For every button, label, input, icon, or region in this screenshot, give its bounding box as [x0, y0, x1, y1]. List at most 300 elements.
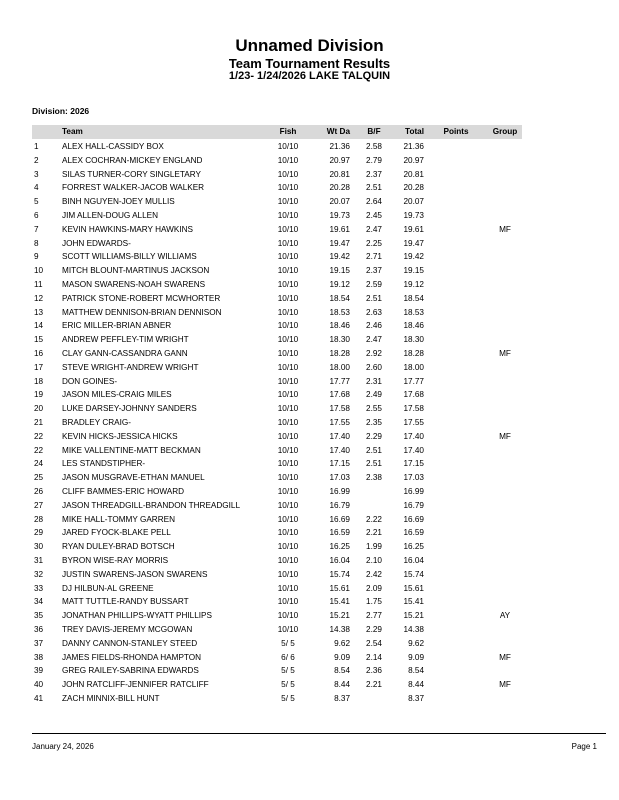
row-big-fish: 2.55: [366, 404, 382, 414]
row-place: 40: [34, 680, 44, 690]
row-fish: 10/10: [277, 404, 299, 414]
row-fish: 10/10: [277, 376, 299, 386]
division-label: Division: 2026: [32, 106, 90, 116]
row-total: 19.61: [403, 224, 424, 234]
row-big-fish: 2.10: [366, 556, 382, 565]
row-total: 9.62: [408, 638, 424, 648]
row-fish: 10/10: [277, 349, 299, 358]
row-big-fish: 2.38: [366, 473, 382, 483]
page-subtitle: Team Tournament Results: [228, 56, 391, 71]
table-row: [32, 388, 522, 402]
row-place: 21: [34, 418, 44, 427]
row-place: 9: [34, 252, 39, 262]
row-big-fish: 2.31: [366, 376, 382, 386]
row-team: JONATHAN PHILLIPS-WYATT PHILLIPS: [62, 611, 212, 621]
row-fish: 5/ 5: [281, 638, 295, 648]
row-group: MF: [499, 349, 511, 358]
row-team: ALEX COCHRAN-MICKEY ENGLAND: [62, 155, 203, 165]
table-row: [32, 430, 522, 444]
row-group: AY: [499, 611, 511, 621]
table-row: [32, 692, 522, 706]
row-place: 26: [34, 487, 44, 496]
row-total: 17.55: [403, 418, 424, 427]
row-weight: 17.03: [329, 473, 350, 483]
row-total: 17.03: [403, 473, 424, 483]
row-total: 17.58: [403, 404, 424, 414]
row-place: 6: [34, 211, 39, 220]
row-big-fish: 2.63: [366, 307, 382, 317]
row-team: DANNY CANNON-STANLEY STEED: [62, 638, 198, 648]
row-total: 18.30: [403, 335, 424, 345]
table-row: [32, 554, 522, 568]
row-weight: 17.15: [329, 459, 350, 469]
row-big-fish: 1.99: [366, 542, 382, 552]
row-place: 1: [34, 142, 39, 151]
row-fish: 10/10: [277, 514, 299, 524]
row-team: BINH NGUYEN-JOEY MULLIS: [62, 197, 175, 207]
row-big-fish: 2.37: [366, 266, 382, 276]
row-big-fish: 2.51: [366, 459, 382, 469]
row-total: 18.54: [403, 293, 424, 303]
row-big-fish: 2.09: [366, 583, 382, 593]
row-weight: 16.25: [329, 542, 350, 552]
row-big-fish: 2.64: [366, 197, 382, 207]
row-total: 15.21: [403, 611, 424, 621]
row-fish: 10/10: [277, 224, 299, 234]
row-total: 17.68: [403, 390, 424, 400]
row-big-fish: 2.47: [366, 224, 382, 234]
row-fish: 10/10: [277, 500, 299, 510]
row-place: 20: [34, 404, 44, 414]
row-team: MATTHEW DENNISON-BRIAN DENNISON: [62, 307, 222, 317]
row-total: 16.99: [403, 487, 424, 496]
row-total: 8.37: [408, 694, 424, 703]
row-total: 19.42: [403, 252, 424, 262]
row-weight: 9.09: [334, 652, 350, 662]
row-fish: 10/10: [277, 155, 299, 165]
row-big-fish: 2.14: [366, 652, 382, 662]
row-big-fish: 2.79: [366, 155, 382, 165]
row-big-fish: 2.60: [366, 362, 382, 372]
table-row: [32, 347, 522, 361]
row-team: JOHN RATCLIFF-JENNIFER RATCLIFF: [62, 680, 209, 690]
row-place: 8: [34, 238, 39, 248]
row-team: RYAN DULEY-BRAD BOTSCH: [62, 542, 175, 552]
row-big-fish: 2.54: [366, 638, 382, 648]
row-place: 16: [34, 349, 44, 358]
row-fish: 10/10: [277, 445, 299, 455]
table-row: [32, 499, 522, 513]
table-row: [32, 595, 522, 609]
row-team: KEVIN HICKS-JESSICA HICKS: [62, 431, 178, 441]
row-big-fish: 2.21: [366, 680, 382, 690]
row-total: 19.12: [403, 280, 424, 289]
row-big-fish: 2.29: [366, 431, 382, 441]
row-place: 4: [34, 183, 39, 193]
page-title: Unnamed Division: [235, 36, 384, 55]
row-weight: 17.40: [329, 445, 350, 455]
table-row: [32, 195, 522, 209]
footer-divider: [32, 733, 606, 734]
table-row: [32, 402, 522, 416]
row-team: BYRON WISE-RAY MORRIS: [62, 556, 169, 565]
col-header-points: Points: [443, 127, 469, 136]
row-team: MIKE HALL-TOMMY GARREN: [62, 514, 175, 524]
row-team: CLAY GANN-CASSANDRA GANN: [62, 349, 188, 358]
row-weight: 16.69: [329, 514, 350, 524]
row-big-fish: 2.58: [366, 142, 382, 151]
row-weight: 17.77: [329, 376, 350, 386]
row-fish: 10/10: [277, 569, 299, 579]
row-weight: 8.44: [334, 680, 350, 690]
row-fish: 10/10: [277, 183, 299, 193]
row-team: JAMES FIELDS-RHONDA HAMPTON: [62, 652, 202, 662]
row-place: 34: [34, 597, 44, 607]
row-place: 22: [34, 431, 44, 441]
row-team: LES STANDSTIPHER-: [62, 459, 146, 469]
row-place: 13: [34, 307, 44, 317]
row-big-fish: 2.37: [366, 169, 382, 179]
table-row: [32, 471, 522, 485]
row-total: 17.40: [403, 431, 424, 441]
row-place: 35: [34, 611, 44, 621]
row-total: 18.00: [403, 362, 424, 372]
row-big-fish: 2.51: [366, 445, 382, 455]
row-total: 15.74: [403, 569, 424, 579]
row-weight: 17.55: [329, 418, 350, 427]
row-total: 17.15: [403, 459, 424, 469]
row-fish: 5/ 5: [281, 680, 295, 690]
row-fish: 10/10: [277, 556, 299, 565]
table-row: [32, 651, 522, 665]
row-big-fish: 2.49: [366, 390, 382, 400]
row-team: ALEX HALL-CASSIDY BOX: [62, 142, 164, 151]
row-fish: 10/10: [277, 597, 299, 607]
table-row: [32, 209, 522, 223]
row-weight: 19.47: [329, 238, 350, 248]
row-weight: 8.54: [334, 666, 350, 676]
row-weight: 19.12: [329, 280, 350, 289]
table-row: [32, 278, 522, 292]
table-row: [32, 154, 522, 168]
row-place: 19: [34, 390, 44, 400]
row-fish: 10/10: [277, 280, 299, 289]
row-team: JARED FYOCK-BLAKE PELL: [62, 528, 171, 538]
row-place: 33: [34, 583, 44, 593]
row-big-fish: 1.75: [366, 597, 382, 607]
row-place: 17: [34, 362, 44, 372]
row-big-fish: 2.45: [366, 211, 382, 220]
row-big-fish: 2.22: [366, 514, 382, 524]
row-weight: 16.79: [329, 500, 350, 510]
row-total: 18.53: [403, 307, 424, 317]
row-weight: 16.99: [329, 487, 350, 496]
row-total: 8.54: [408, 666, 424, 676]
col-header-total: Total: [405, 127, 424, 136]
row-total: 9.09: [408, 652, 424, 662]
row-fish: 10/10: [277, 431, 299, 441]
row-team: JUSTIN SWARENS-JASON SWARENS: [62, 569, 208, 579]
table-row: [32, 457, 522, 471]
row-fish: 10/10: [277, 487, 299, 496]
row-place: 5: [34, 197, 39, 207]
row-team: SCOTT WILLIAMS-BILLY WILLIAMS: [62, 252, 197, 262]
row-place: 24: [34, 459, 44, 469]
row-fish: 10/10: [277, 211, 299, 220]
row-weight: 14.38: [329, 625, 350, 634]
row-weight: 18.30: [329, 335, 350, 345]
row-place: 25: [34, 473, 44, 483]
row-fish: 10/10: [277, 238, 299, 248]
row-total: 16.25: [403, 542, 424, 552]
row-weight: 18.54: [329, 293, 350, 303]
table-row: [32, 375, 522, 389]
row-team: ERIC MILLER-BRIAN ABNER: [62, 321, 172, 331]
row-big-fish: 2.21: [366, 528, 382, 538]
row-team: MIKE VALLENTINE-MATT BECKMAN: [62, 445, 201, 455]
row-group: MF: [499, 680, 511, 690]
row-total: 20.07: [403, 197, 424, 207]
row-place: 27: [34, 500, 44, 510]
row-weight: 18.00: [329, 362, 350, 372]
row-weight: 17.58: [329, 404, 350, 414]
table-row: [32, 140, 522, 154]
row-weight: 19.73: [329, 211, 350, 220]
row-big-fish: 2.42: [366, 569, 382, 579]
table-row: [32, 526, 522, 540]
row-total: 20.81: [403, 169, 424, 179]
row-team: JASON MUSGRAVE-ETHAN MANUEL: [62, 473, 205, 483]
row-fish: 10/10: [277, 542, 299, 552]
table-row: [32, 485, 522, 499]
row-group: MF: [499, 652, 511, 662]
table-row: [32, 168, 522, 182]
row-big-fish: 2.92: [366, 349, 382, 358]
row-total: 15.61: [403, 583, 424, 593]
row-big-fish: 2.46: [366, 321, 382, 331]
row-team: DJ HILBUN-AL GREENE: [62, 583, 154, 593]
row-total: 20.97: [403, 155, 424, 165]
row-total: 19.15: [403, 266, 424, 276]
row-fish: 10/10: [277, 197, 299, 207]
row-place: 2: [34, 155, 39, 165]
row-total: 16.79: [403, 500, 424, 510]
row-place: 10: [34, 266, 44, 276]
row-weight: 20.97: [329, 155, 350, 165]
row-place: 41: [34, 694, 44, 703]
row-fish: 10/10: [277, 266, 299, 276]
row-total: 19.73: [403, 211, 424, 220]
table-row: [32, 223, 522, 237]
row-big-fish: 2.25: [366, 238, 382, 248]
row-team: STEVE WRIGHT-ANDREW WRIGHT: [62, 362, 199, 372]
footer-page-number: Page 1: [571, 742, 597, 751]
row-team: LUKE DARSEY-JOHNNY SANDERS: [62, 404, 197, 414]
row-fish: 10/10: [277, 142, 299, 151]
row-fish: 5/ 5: [281, 694, 295, 703]
row-place: 22: [34, 445, 44, 455]
row-big-fish: 2.36: [366, 666, 382, 676]
row-place: 3: [34, 169, 39, 179]
row-weight: 16.59: [329, 528, 350, 538]
row-place: 15: [34, 335, 44, 345]
row-place: 38: [34, 652, 44, 662]
row-place: 30: [34, 542, 44, 552]
row-team: DON GOINES-: [62, 376, 118, 386]
row-team: MASON SWARENS-NOAH SWARENS: [62, 280, 206, 289]
row-total: 17.40: [403, 445, 424, 455]
row-weight: 19.61: [329, 224, 350, 234]
row-weight: 15.41: [329, 597, 350, 607]
table-row: [32, 237, 522, 251]
table-row: [32, 333, 522, 347]
row-weight: 16.04: [329, 556, 350, 565]
row-fish: 10/10: [277, 252, 299, 262]
row-weight: 17.40: [329, 431, 350, 441]
row-fish: 10/10: [277, 611, 299, 621]
row-total: 15.41: [403, 597, 424, 607]
row-big-fish: 2.59: [366, 280, 382, 289]
table-row: [32, 664, 522, 678]
row-team: MITCH BLOUNT-MARTINUS JACKSON: [62, 266, 210, 276]
table-row: [32, 637, 522, 651]
row-team: CLIFF BAMMES-ERIC HOWARD: [62, 487, 185, 496]
row-fish: 10/10: [277, 473, 299, 483]
row-place: 36: [34, 625, 44, 634]
row-big-fish: 2.71: [366, 252, 382, 262]
row-fish: 6/ 6: [281, 652, 295, 662]
row-place: 12: [34, 293, 44, 303]
table-row: [32, 609, 522, 623]
row-team: JASON THREADGILL-BRANDON THREADGILL: [62, 500, 241, 510]
row-fish: 10/10: [277, 321, 299, 331]
col-header-fish: Fish: [279, 127, 297, 136]
row-place: 31: [34, 556, 44, 565]
row-total: 16.69: [403, 514, 424, 524]
row-total: 17.77: [403, 376, 424, 386]
row-fish: 10/10: [277, 169, 299, 179]
row-weight: 19.15: [329, 266, 350, 276]
table-row: [32, 623, 522, 637]
table-row: [32, 319, 522, 333]
row-weight: 20.07: [329, 197, 350, 207]
row-weight: 8.37: [334, 694, 350, 703]
row-weight: 17.68: [329, 390, 350, 400]
table-row: [32, 416, 522, 430]
row-place: 14: [34, 321, 44, 331]
row-team: KEVIN HAWKINS-MARY HAWKINS: [62, 224, 194, 234]
row-weight: 18.28: [329, 349, 350, 358]
row-team: PATRICK STONE-ROBERT MCWHORTER: [62, 293, 221, 303]
row-place: 28: [34, 514, 44, 524]
row-group: MF: [499, 224, 511, 234]
row-fish: 5/ 5: [281, 666, 295, 676]
row-team: TREY DAVIS-JEREMY MCGOWAN: [62, 625, 193, 634]
footer-date: January 24, 2026: [32, 742, 94, 751]
row-fish: 10/10: [277, 528, 299, 538]
row-team: GREG RAILEY-SABRINA EDWARDS: [62, 666, 199, 676]
row-team: JOHN EDWARDS-: [62, 238, 131, 248]
row-team: ZACH MINNIX-BILL HUNT: [62, 694, 160, 703]
row-team: SILAS TURNER-CORY SINGLETARY: [62, 169, 201, 179]
row-total: 16.04: [403, 556, 424, 565]
row-place: 11: [34, 280, 43, 289]
col-header-team: Team: [62, 127, 83, 136]
row-weight: 20.81: [329, 169, 350, 179]
table-row: [32, 292, 522, 306]
event-dates-location: 1/23- 1/24/2026 LAKE TALQUIN: [228, 70, 391, 82]
row-place: 18: [34, 376, 44, 386]
row-weight: 18.46: [329, 321, 350, 331]
row-fish: 10/10: [277, 335, 299, 345]
row-total: 8.44: [408, 680, 424, 690]
row-team: FORREST WALKER-JACOB WALKER: [62, 183, 205, 193]
row-weight: 20.28: [329, 183, 350, 193]
row-fish: 10/10: [277, 307, 299, 317]
row-fish: 10/10: [277, 362, 299, 372]
row-weight: 15.74: [329, 569, 350, 579]
table-row: [32, 568, 522, 582]
row-weight: 15.61: [329, 583, 350, 593]
row-fish: 10/10: [277, 390, 299, 400]
row-big-fish: 2.29: [366, 625, 382, 634]
row-place: 29: [34, 528, 44, 538]
row-team: ANDREW PEFFLEY-TIM WRIGHT: [62, 335, 189, 345]
table-header: [32, 125, 522, 139]
row-big-fish: 2.47: [366, 335, 382, 345]
row-fish: 10/10: [277, 625, 299, 634]
col-header-group: Group: [492, 127, 518, 136]
table-row: [32, 444, 522, 458]
row-weight: 19.42: [329, 252, 350, 262]
table-row: [32, 678, 522, 692]
table-row: [32, 250, 522, 264]
col-header-big-fish: B/F: [367, 127, 381, 136]
row-place: 39: [34, 666, 44, 676]
row-fish: 10/10: [277, 293, 299, 303]
table-row: [32, 540, 522, 554]
row-total: 18.28: [403, 349, 424, 358]
row-weight: 18.53: [329, 307, 350, 317]
table-row: [32, 181, 522, 195]
row-team: BRADLEY CRAIG-: [62, 418, 132, 427]
col-header-weight: Wt Da: [326, 127, 350, 136]
row-big-fish: 2.51: [366, 183, 382, 193]
row-fish: 10/10: [277, 418, 299, 427]
table-row: [32, 582, 522, 596]
row-place: 32: [34, 569, 44, 579]
row-team: JIM ALLEN-DOUG ALLEN: [62, 211, 159, 220]
table-row: [32, 306, 522, 320]
row-total: 16.59: [403, 528, 424, 538]
row-place: 7: [34, 224, 39, 234]
row-big-fish: 2.35: [366, 418, 382, 427]
row-total: 19.47: [403, 238, 424, 248]
row-weight: 21.36: [329, 142, 350, 151]
row-total: 18.46: [403, 321, 424, 331]
row-total: 21.36: [403, 142, 424, 151]
row-total: 20.28: [403, 183, 424, 193]
row-weight: 9.62: [334, 638, 350, 648]
table-row: [32, 361, 522, 375]
row-team: JASON MILES-CRAIG MILES: [62, 390, 172, 400]
row-total: 14.38: [403, 625, 424, 634]
row-weight: 15.21: [329, 611, 350, 621]
row-group: MF: [499, 431, 511, 441]
row-fish: 10/10: [277, 459, 299, 469]
row-place: 37: [34, 638, 44, 648]
row-big-fish: 2.77: [366, 611, 382, 621]
